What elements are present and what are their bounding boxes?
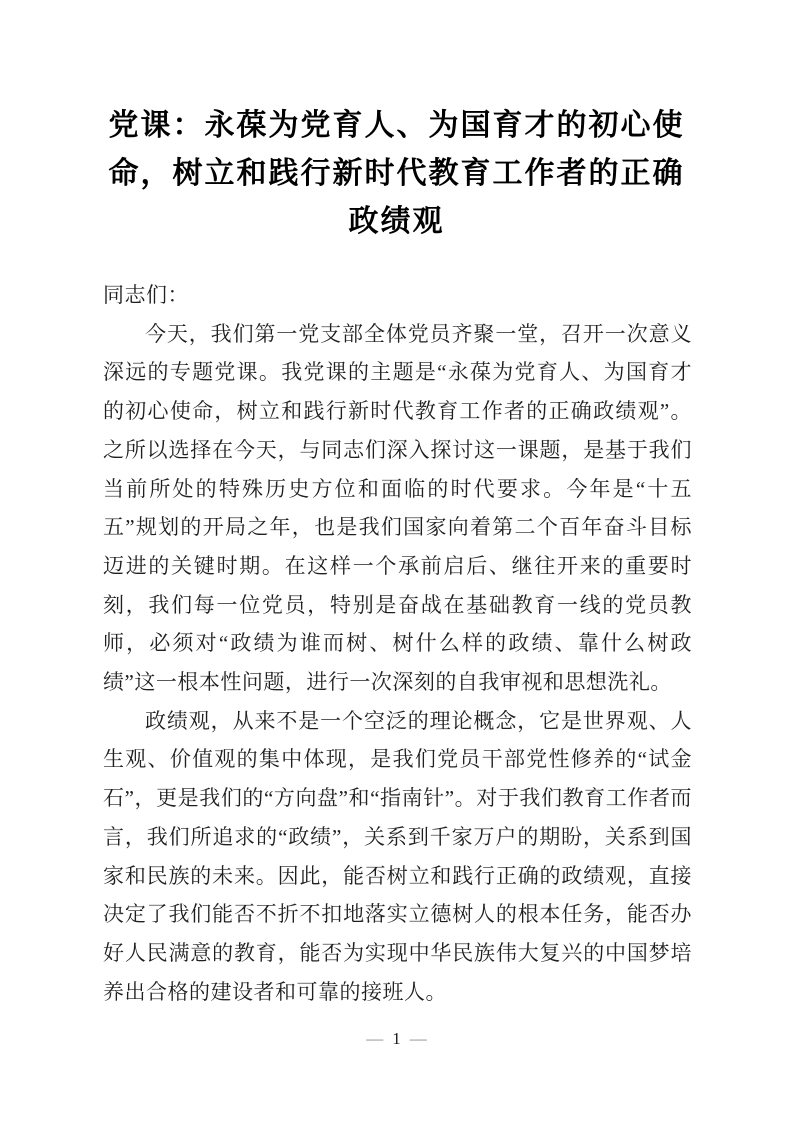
footer-right-dash: — (409, 1029, 427, 1048)
page-footer (0, 1028, 793, 1050)
document-title: 党课：永葆为党育人、为国育才的初心使命，树立和践行新时代教育工作者的正确政绩观 (108, 109, 685, 238)
paragraph-1: 今天，我们第一党支部全体党员齐聚一堂，召开一次意义深远的专题党课。我党课的主题是“永葆为党育人、为国育才的初心使命，树立和践行新时代教育工作者的正确政绩观”。之所以选择在今天，与同志们深入探讨这一课题，是基于我们当前所处的特殊历史方位和面临的时代要求。今年是“十五五”规划的开局之年，也是我们国家向着第二个百年奋斗目标迈进的关键时期。在这样一个承前启后、继往开来的重要时刻，我们每一位党员，特别是奋战在基础教育一线的党员教师，必须对“政绩为谁而树、树什么样的政绩、靠什么树政绩”这一根本性问题，进行一次深刻的自我审视和思想洗礼。 (103, 321, 692, 695)
document-body (103, 276, 692, 1011)
salutation: 同志们： (103, 283, 189, 307)
footer-left-dash: — (366, 1029, 384, 1048)
page-number: 1 (392, 1029, 401, 1048)
paragraph-2: 政绩观，从来不是一个空泛的理论概念，它是世界观、人生观、价值观的集中体现，是我们党员干部党性修养的“试金石”，更是我们的“方向盘”和“指南针”。对于我们教育工作者而言，我们所追求的“政绩”，关系到千家万户的期盼，关系到国家和民族的未来。因此，能否树立和践行正确的政绩观，直接决定了我们能否不折不扣地落实立德树人的根本任务，能否办好人民满意的教育，能否为实现中华民族伟大复兴的中国梦培养出合格的建设者和可靠的接班人。 (103, 708, 692, 1004)
